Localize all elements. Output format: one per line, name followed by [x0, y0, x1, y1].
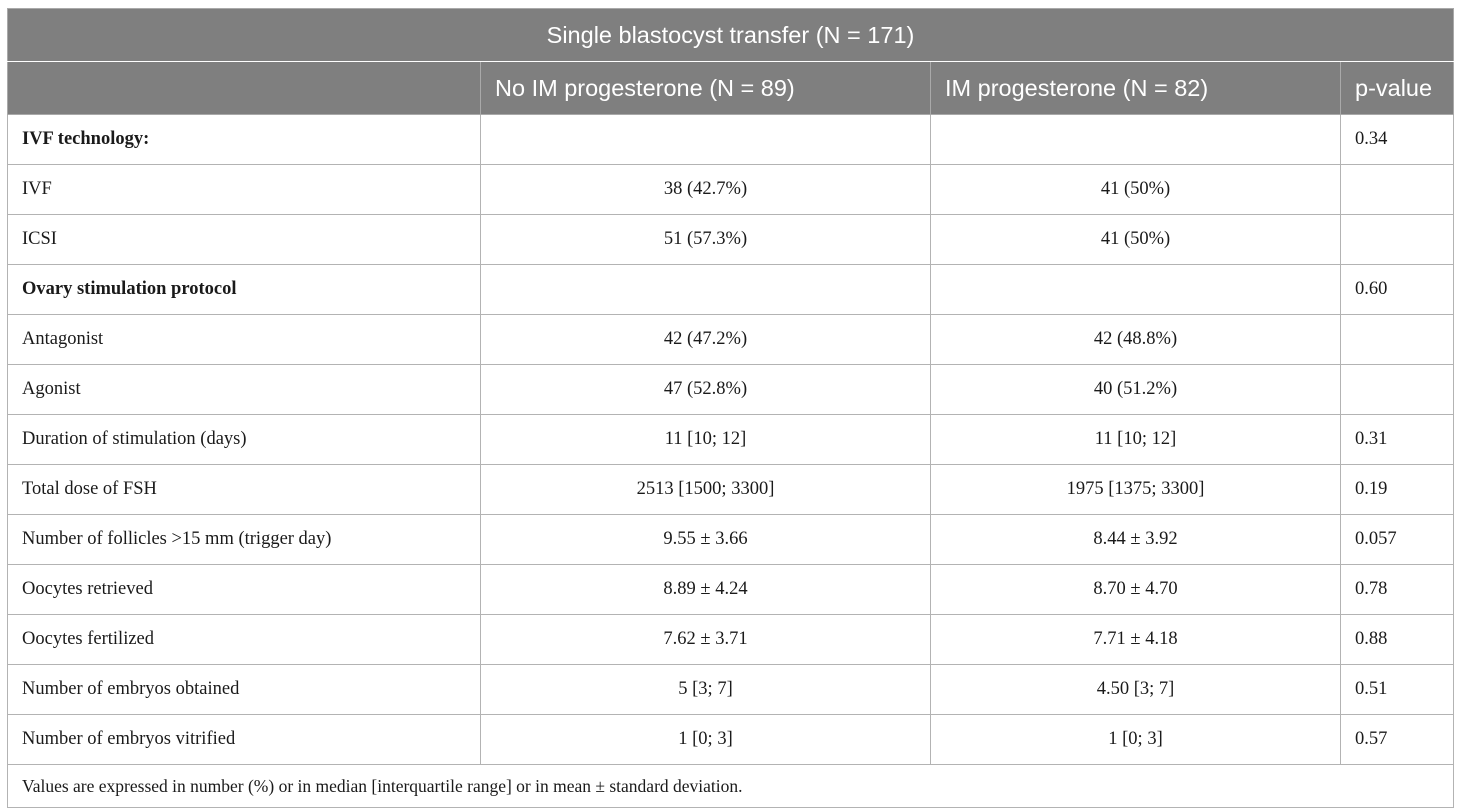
- cell-im: 1975 [1375; 3300]: [931, 465, 1341, 515]
- row-label: ICSI: [8, 215, 481, 265]
- cell-im: [931, 115, 1341, 165]
- cell-no-im: 47 (52.8%): [481, 365, 931, 415]
- cell-im: 8.70 ± 4.70: [931, 565, 1341, 615]
- header-p-value: p-value: [1341, 62, 1454, 115]
- table-row: [8, 115, 1454, 165]
- table-title-row: [8, 9, 1454, 62]
- cell-p-value: 0.31: [1341, 415, 1454, 465]
- data-table-container: [7, 8, 1453, 808]
- cell-no-im: 11 [10; 12]: [481, 415, 931, 465]
- table-row: [8, 615, 1454, 665]
- cell-no-im: 9.55 ± 3.66: [481, 515, 931, 565]
- table-row: [8, 465, 1454, 515]
- row-label: Number of embryos vitrified: [8, 715, 481, 765]
- table-row: [8, 565, 1454, 615]
- cell-no-im: 5 [3; 7]: [481, 665, 931, 715]
- cell-im: 8.44 ± 3.92: [931, 515, 1341, 565]
- cell-im: 41 (50%): [931, 215, 1341, 265]
- cell-p-value: 0.057: [1341, 515, 1454, 565]
- row-label: Antagonist: [8, 315, 481, 365]
- table-row: [8, 365, 1454, 415]
- row-label: Number of embryos obtained: [8, 665, 481, 715]
- table-header-row: [8, 62, 1454, 115]
- cell-im: 41 (50%): [931, 165, 1341, 215]
- cell-im: 11 [10; 12]: [931, 415, 1341, 465]
- table-row: [8, 515, 1454, 565]
- row-label: Ovary stimulation protocol: [8, 265, 481, 315]
- cell-p-value: [1341, 165, 1454, 215]
- header-no-im-progesterone: No IM progesterone (N = 89): [481, 62, 931, 115]
- row-label: Oocytes retrieved: [8, 565, 481, 615]
- row-label: Number of follicles >15 mm (trigger day): [8, 515, 481, 565]
- table-footnote-row: [8, 765, 1454, 808]
- table-row: [8, 665, 1454, 715]
- cell-p-value: 0.78: [1341, 565, 1454, 615]
- table-title: Single blastocyst transfer (N = 171): [8, 9, 1454, 62]
- cell-p-value: 0.60: [1341, 265, 1454, 315]
- cell-im: 7.71 ± 4.18: [931, 615, 1341, 665]
- cell-no-im: 2513 [1500; 3300]: [481, 465, 931, 515]
- cell-no-im: 42 (47.2%): [481, 315, 931, 365]
- cell-no-im: 51 (57.3%): [481, 215, 931, 265]
- row-label: IVF: [8, 165, 481, 215]
- table-row: [8, 715, 1454, 765]
- table-row: [8, 315, 1454, 365]
- cell-im: 1 [0; 3]: [931, 715, 1341, 765]
- row-label: IVF technology:: [8, 115, 481, 165]
- table-row: [8, 215, 1454, 265]
- cell-no-im: 38 (42.7%): [481, 165, 931, 215]
- cell-p-value: 0.51: [1341, 665, 1454, 715]
- cell-im: 42 (48.8%): [931, 315, 1341, 365]
- cell-im: 40 (51.2%): [931, 365, 1341, 415]
- row-label: Agonist: [8, 365, 481, 415]
- cell-no-im: 8.89 ± 4.24: [481, 565, 931, 615]
- blastocyst-transfer-table: [7, 8, 1454, 808]
- table-row: [8, 415, 1454, 465]
- cell-p-value: 0.88: [1341, 615, 1454, 665]
- cell-no-im: 1 [0; 3]: [481, 715, 931, 765]
- cell-im: [931, 265, 1341, 315]
- header-im-progesterone: IM progesterone (N = 82): [931, 62, 1341, 115]
- cell-p-value: [1341, 365, 1454, 415]
- row-label: Oocytes fertilized: [8, 615, 481, 665]
- cell-p-value: 0.57: [1341, 715, 1454, 765]
- cell-p-value: 0.34: [1341, 115, 1454, 165]
- table-footnote: Values are expressed in number (%) or in median [interquartile range] or in mean ± standard deviation.: [8, 765, 1454, 808]
- row-label: Total dose of FSH: [8, 465, 481, 515]
- header-label-column: [8, 62, 481, 115]
- cell-p-value: [1341, 215, 1454, 265]
- cell-no-im: [481, 265, 931, 315]
- cell-p-value: [1341, 315, 1454, 365]
- table-row: [8, 265, 1454, 315]
- table-row: [8, 165, 1454, 215]
- cell-no-im: 7.62 ± 3.71: [481, 615, 931, 665]
- cell-im: 4.50 [3; 7]: [931, 665, 1341, 715]
- cell-no-im: [481, 115, 931, 165]
- row-label: Duration of stimulation (days): [8, 415, 481, 465]
- cell-p-value: 0.19: [1341, 465, 1454, 515]
